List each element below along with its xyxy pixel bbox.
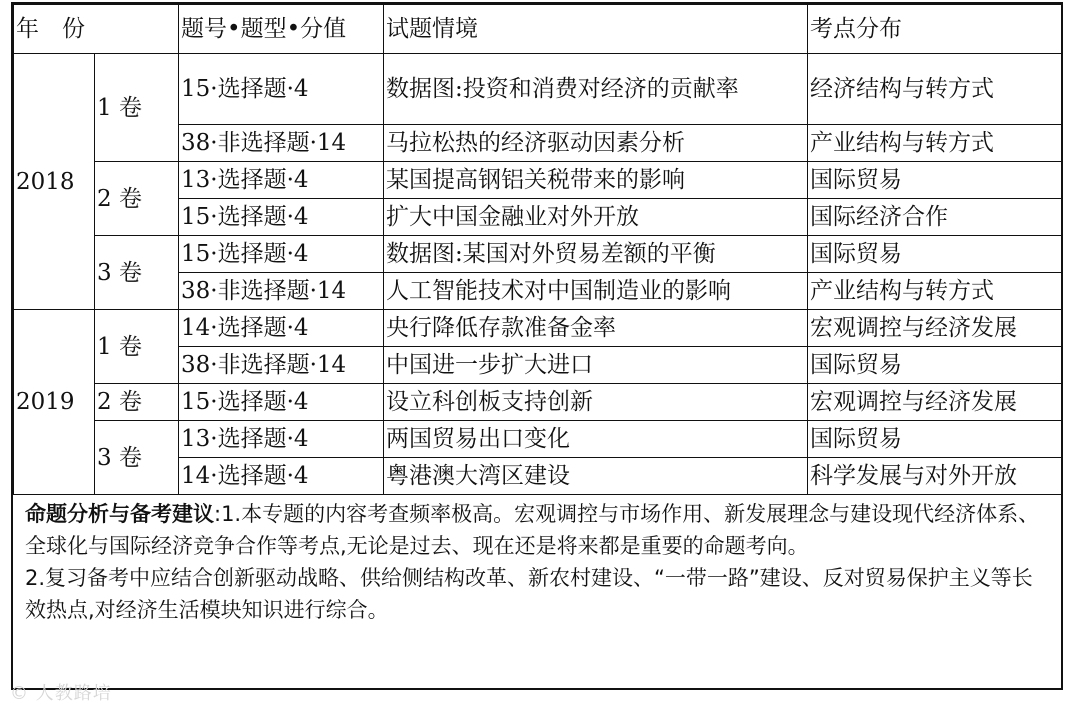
context-cell: 粤港澳大湾区建设 (384, 458, 808, 495)
table-row (14, 236, 1062, 273)
question-cell: 38·非选择题·14 (179, 273, 384, 310)
topic-cell: 科学发展与对外开放 (808, 458, 1062, 495)
context-cell: 设立科创板支持创新 (384, 384, 808, 421)
header-row (14, 5, 1062, 54)
table-row (14, 421, 1062, 458)
notes-lead: 命题分析与备考建议 (25, 502, 214, 526)
watermark: © 人教路培 (10, 683, 112, 704)
analysis-notes (13, 495, 1061, 626)
exam-analysis-sheet (11, 2, 1063, 690)
topic-cell: 产业结构与转方式 (808, 273, 1062, 310)
context-cell: 央行降低存款准备金率 (384, 310, 808, 347)
question-cell: 13·选择题·4 (179, 162, 384, 199)
table-row (14, 310, 1062, 347)
question-cell: 14·选择题·4 (179, 310, 384, 347)
context-cell: 两国贸易出口变化 (384, 421, 808, 458)
context-cell: 中国进一步扩大进口 (384, 347, 808, 384)
volume-cell: 3 卷 (95, 236, 179, 310)
table-row (14, 54, 1062, 125)
year-cell: 2019 (14, 310, 95, 495)
header-year: 年 份 (14, 5, 179, 54)
year-cell: 2018 (14, 54, 95, 310)
question-cell: 38·非选择题·14 (179, 125, 384, 162)
context-cell: 数据图:某国对外贸易差额的平衡 (384, 236, 808, 273)
table-row (14, 384, 1062, 421)
question-cell: 14·选择题·4 (179, 458, 384, 495)
question-cell: 15·选择题·4 (179, 199, 384, 236)
context-cell: 人工智能技术对中国制造业的影响 (384, 273, 808, 310)
topic-cell: 宏观调控与经济发展 (808, 310, 1062, 347)
topic-cell: 经济结构与转方式 (808, 54, 1062, 125)
question-cell: 15·选择题·4 (179, 236, 384, 273)
topic-cell: 宏观调控与经济发展 (808, 384, 1062, 421)
question-cell: 13·选择题·4 (179, 421, 384, 458)
topic-cell: 国际贸易 (808, 421, 1062, 458)
header-context: 试题情境 (384, 5, 808, 54)
header-question: 题号•题型•分值 (179, 5, 384, 54)
volume-cell: 1 卷 (95, 310, 179, 384)
question-cell: 15·选择题·4 (179, 384, 384, 421)
topic-cell: 产业结构与转方式 (808, 125, 1062, 162)
volume-cell: 3 卷 (95, 421, 179, 495)
context-cell: 扩大中国金融业对外开放 (384, 199, 808, 236)
topic-cell: 国际贸易 (808, 162, 1062, 199)
topic-cell: 国际贸易 (808, 347, 1062, 384)
topic-cell: 国际贸易 (808, 236, 1062, 273)
notes-paragraph-2: 2.复习备考中应结合创新驱动战略、供给侧结构改革、新农村建设、“一带一路”建设、反对贸易保护主义等长效热点,对经济生活模块知识进行综合。 (25, 566, 1033, 622)
header-topic: 考点分布 (808, 5, 1062, 54)
question-cell: 38·非选择题·14 (179, 347, 384, 384)
table-row (14, 162, 1062, 199)
exam-table (13, 4, 1062, 495)
context-cell: 数据图:投资和消费对经济的贡献率 (384, 54, 808, 125)
volume-cell: 2 卷 (95, 162, 179, 236)
volume-cell: 1 卷 (95, 54, 179, 162)
notes-paragraph-1 (25, 498, 1049, 562)
question-cell: 15·选择题·4 (179, 54, 384, 125)
context-cell: 马拉松热的经济驱动因素分析 (384, 125, 808, 162)
topic-cell: 国际经济合作 (808, 199, 1062, 236)
notes-text-1: :1.本专题的内容考查频率极高。宏观调控与市场作用、新发展理念与建设现代经济体系、全球化与国际经济竞争合作等考点,无论是过去、现在还是将来都是重要的命题考向。 (25, 502, 1040, 558)
context-cell: 某国提高钢铝关税带来的影响 (384, 162, 808, 199)
volume-cell: 2 卷 (95, 384, 179, 421)
